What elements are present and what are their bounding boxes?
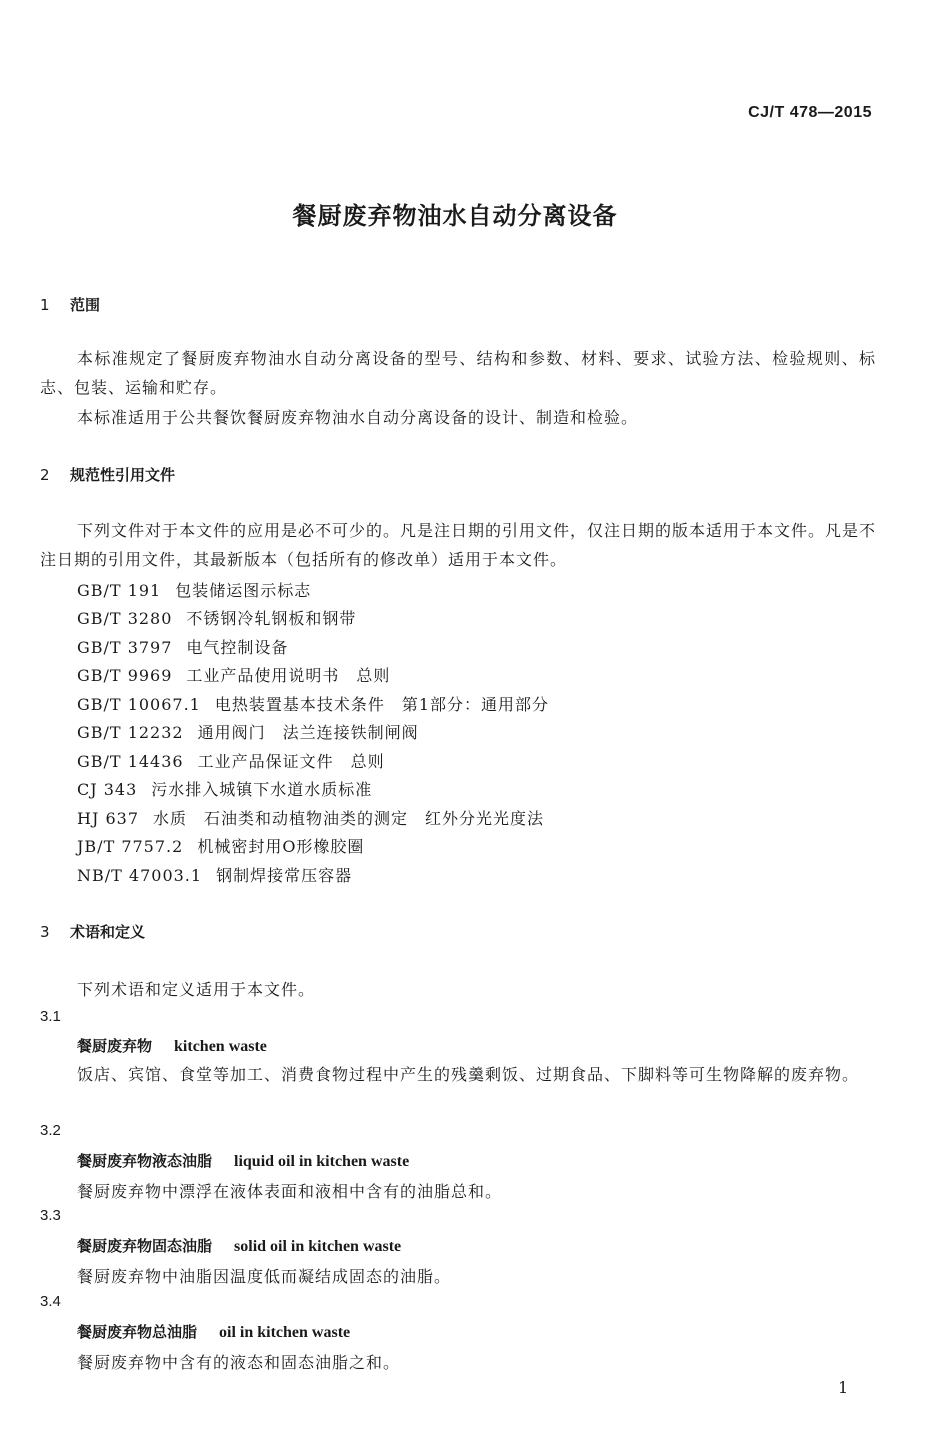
term-number: 3.3 bbox=[40, 1207, 61, 1224]
term-definition: 餐厨废弃物中油脂因温度低而凝结成固态的油脂。 bbox=[77, 1267, 452, 1286]
term-definition: 餐厨废弃物中含有的液态和固态油脂之和。 bbox=[77, 1353, 401, 1372]
term-heading: 餐厨废弃物固态油脂 solid oil in kitchen waste bbox=[77, 1237, 402, 1255]
section-2-intro: 下列文件对于本文件的应用是必不可少的。凡是注日期的引用文件，仅注日期的版本适用于本文件。凡是不注日期的引用文件，其最新版本（包括所有的修改单）适用于本文件。 bbox=[40, 521, 877, 569]
standard-code: CJ/T 478—2015 bbox=[748, 104, 872, 121]
reference-item: GB/T 3280 不锈钢冷轧钢板和钢带 bbox=[77, 609, 357, 628]
reference-item: JB/T 7757.2 机械密封用O形橡胶圈 bbox=[77, 837, 365, 856]
section-2-heading bbox=[40, 464, 175, 485]
section-title: 范围 bbox=[70, 296, 101, 314]
reference-item: GB/T 191 包装储运图示标志 bbox=[77, 581, 312, 600]
term-heading: 餐厨废弃物液态油脂 liquid oil in kitchen waste bbox=[77, 1152, 410, 1170]
term-number: 3.4 bbox=[40, 1293, 61, 1310]
reference-item: GB/T 14436 工业产品保证文件 总则 bbox=[77, 752, 385, 771]
reference-item: GB/T 9969 工业产品使用说明书 总则 bbox=[77, 666, 391, 685]
document-title: 餐厨废弃物油水自动分离设备 bbox=[292, 202, 618, 230]
section-number: 1 bbox=[40, 296, 50, 314]
reference-item: HJ 637 水质 石油类和动植物油类的测定 红外分光光度法 bbox=[77, 809, 545, 828]
section-1-heading bbox=[40, 294, 100, 315]
section-title: 规范性引用文件 bbox=[70, 466, 176, 484]
term-number: 3.2 bbox=[40, 1122, 61, 1139]
section-number: 3 bbox=[40, 923, 50, 941]
page-number: 1 bbox=[838, 1378, 849, 1397]
term-definition: 餐厨废弃物中漂浮在液体表面和液相中含有的油脂总和。 bbox=[77, 1182, 503, 1201]
reference-item: NB/T 47003.1 钢制焊接常压容器 bbox=[77, 866, 353, 885]
term-heading: 餐厨废弃物 kitchen waste bbox=[77, 1037, 267, 1055]
section-title: 术语和定义 bbox=[70, 923, 146, 941]
reference-item: GB/T 12232 通用阀门 法兰连接铁制闸阀 bbox=[77, 723, 419, 742]
section-number: 2 bbox=[40, 466, 50, 484]
term-definition: 饭店、宾馆、食堂等加工、消费食物过程中产生的残羹剩饭、过期食品、下脚料等可生物降解的废弃物。 bbox=[77, 1065, 860, 1084]
reference-item: CJ 343 污水排入城镇下水道水质标准 bbox=[77, 780, 373, 799]
section-1-paragraph-1: 本标准规定了餐厨废弃物油水自动分离设备的型号、结构和参数、材料、要求、试验方法、检验规则、标志、包装、运输和贮存。 bbox=[40, 349, 876, 397]
term-heading: 餐厨废弃物总油脂 oil in kitchen waste bbox=[77, 1323, 351, 1341]
term-number: 3.1 bbox=[40, 1008, 61, 1025]
reference-item: GB/T 10067.1 电热装置基本技术条件 第1部分：通用部分 bbox=[77, 695, 550, 714]
section-1-paragraph-2: 本标准适用于公共餐饮餐厨废弃物油水自动分离设备的设计、制造和检验。 bbox=[77, 408, 639, 427]
section-3-heading bbox=[40, 921, 145, 942]
section-3-intro: 下列术语和定义适用于本文件。 bbox=[77, 980, 316, 999]
reference-item: GB/T 3797 电气控制设备 bbox=[77, 638, 289, 657]
